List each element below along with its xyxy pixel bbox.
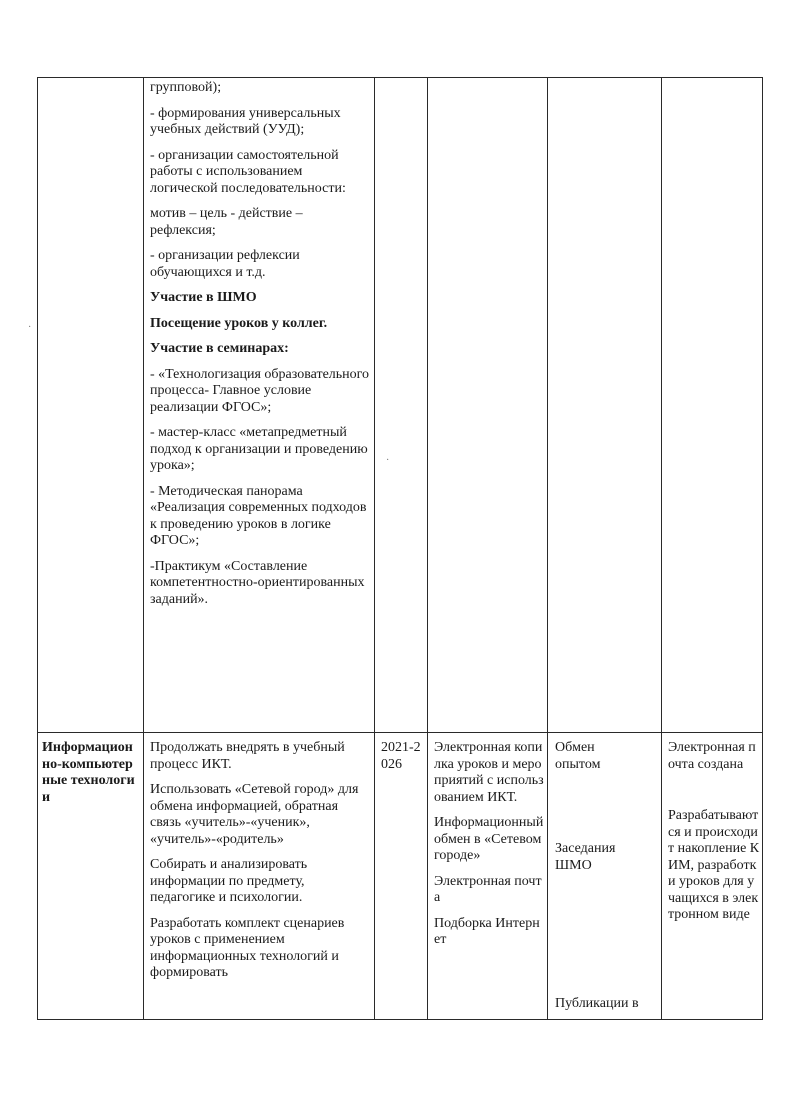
row2-period-cell <box>381 740 421 773</box>
scan-mark: · <box>28 322 32 333</box>
form-item: Информационный обмен в «Сетевом городе» <box>434 815 544 863</box>
col-border-5 <box>547 77 548 1020</box>
form-item: Электронная почта <box>434 873 542 905</box>
reporting-item: Обмен опытом <box>555 740 601 772</box>
col-border-1 <box>37 77 38 1020</box>
form-item: Электронная копилка уроков и мероприятий с использованием ИКТ. <box>434 740 544 805</box>
col-border-7 <box>762 77 763 1020</box>
row1-heading: Участие в ШМО <box>150 290 257 305</box>
task-item: Продолжать внедрять в учебный процесс ИКТ. <box>150 740 345 772</box>
row2-section-cell <box>42 740 140 806</box>
form-item: Подборка Интернет <box>434 915 540 947</box>
task-item: Использовать «Сетевой город» для обмена информацией, обратная связь «учитель»-«ученик», «учитель»-«родитель» <box>150 782 359 847</box>
row1-line: - «Технологизация образовательного процесса- Главное условие реализации ФГОС»; <box>150 366 370 415</box>
table-bottom-border <box>37 1019 762 1020</box>
task-item: Разработать комплект сценариев уроков с применением информационных технологий и формировать <box>150 915 345 980</box>
row1-line: - организации самостоятельной работы с использованием логической последовательности: <box>150 147 346 196</box>
row-divider <box>37 732 762 733</box>
row1-line: - Методическая панорама «Реализация современных подходов к проведению уроков в логике ФГОС»; <box>150 483 367 548</box>
row1-line: - мастер-класс «метапредметный подход к организации и проведению урока»; <box>150 425 368 473</box>
row2-tasks-cell <box>150 740 370 982</box>
row1-line: групповой); <box>150 80 222 95</box>
row1-line: -Практикум «Составление компетентностно-ориентированных заданий». <box>150 558 365 607</box>
col-border-4 <box>427 77 428 1020</box>
row1-line: мотив – цель - действие – рефлексия; <box>150 206 303 238</box>
row1-line: - организации рефлексии обучающихся и т.д. <box>150 248 300 280</box>
row1-heading: Посещение уроков у коллег. <box>150 315 328 331</box>
col-border-2 <box>143 77 144 1020</box>
section-title: Информационно-компьютерные технологии <box>42 740 135 805</box>
result-item: Электронная почта создана <box>668 740 756 772</box>
row2-forms-cell <box>434 740 544 949</box>
row1-heading: Участие в семинарах: <box>150 341 289 356</box>
table-top-border <box>37 77 762 78</box>
period-text: 2021-2026 <box>381 740 421 772</box>
reporting-item: Заседания ШМО <box>555 841 616 873</box>
task-item: Собирать и анализировать информации по предмету, педагогике и психологии. <box>150 857 308 905</box>
col-border-3 <box>374 77 375 1020</box>
row1-line: - формирования универсальных учебных действий (УУД); <box>150 105 341 137</box>
col-border-6 <box>661 77 662 1020</box>
row1-content-cell <box>150 80 370 617</box>
reporting-item: Публикации в <box>555 996 639 1011</box>
result-item: Разрабатываются и происходит накопление КИМ, разработки уроков для учащихся в электронном виде <box>668 808 760 922</box>
scan-mark: · <box>386 455 390 466</box>
